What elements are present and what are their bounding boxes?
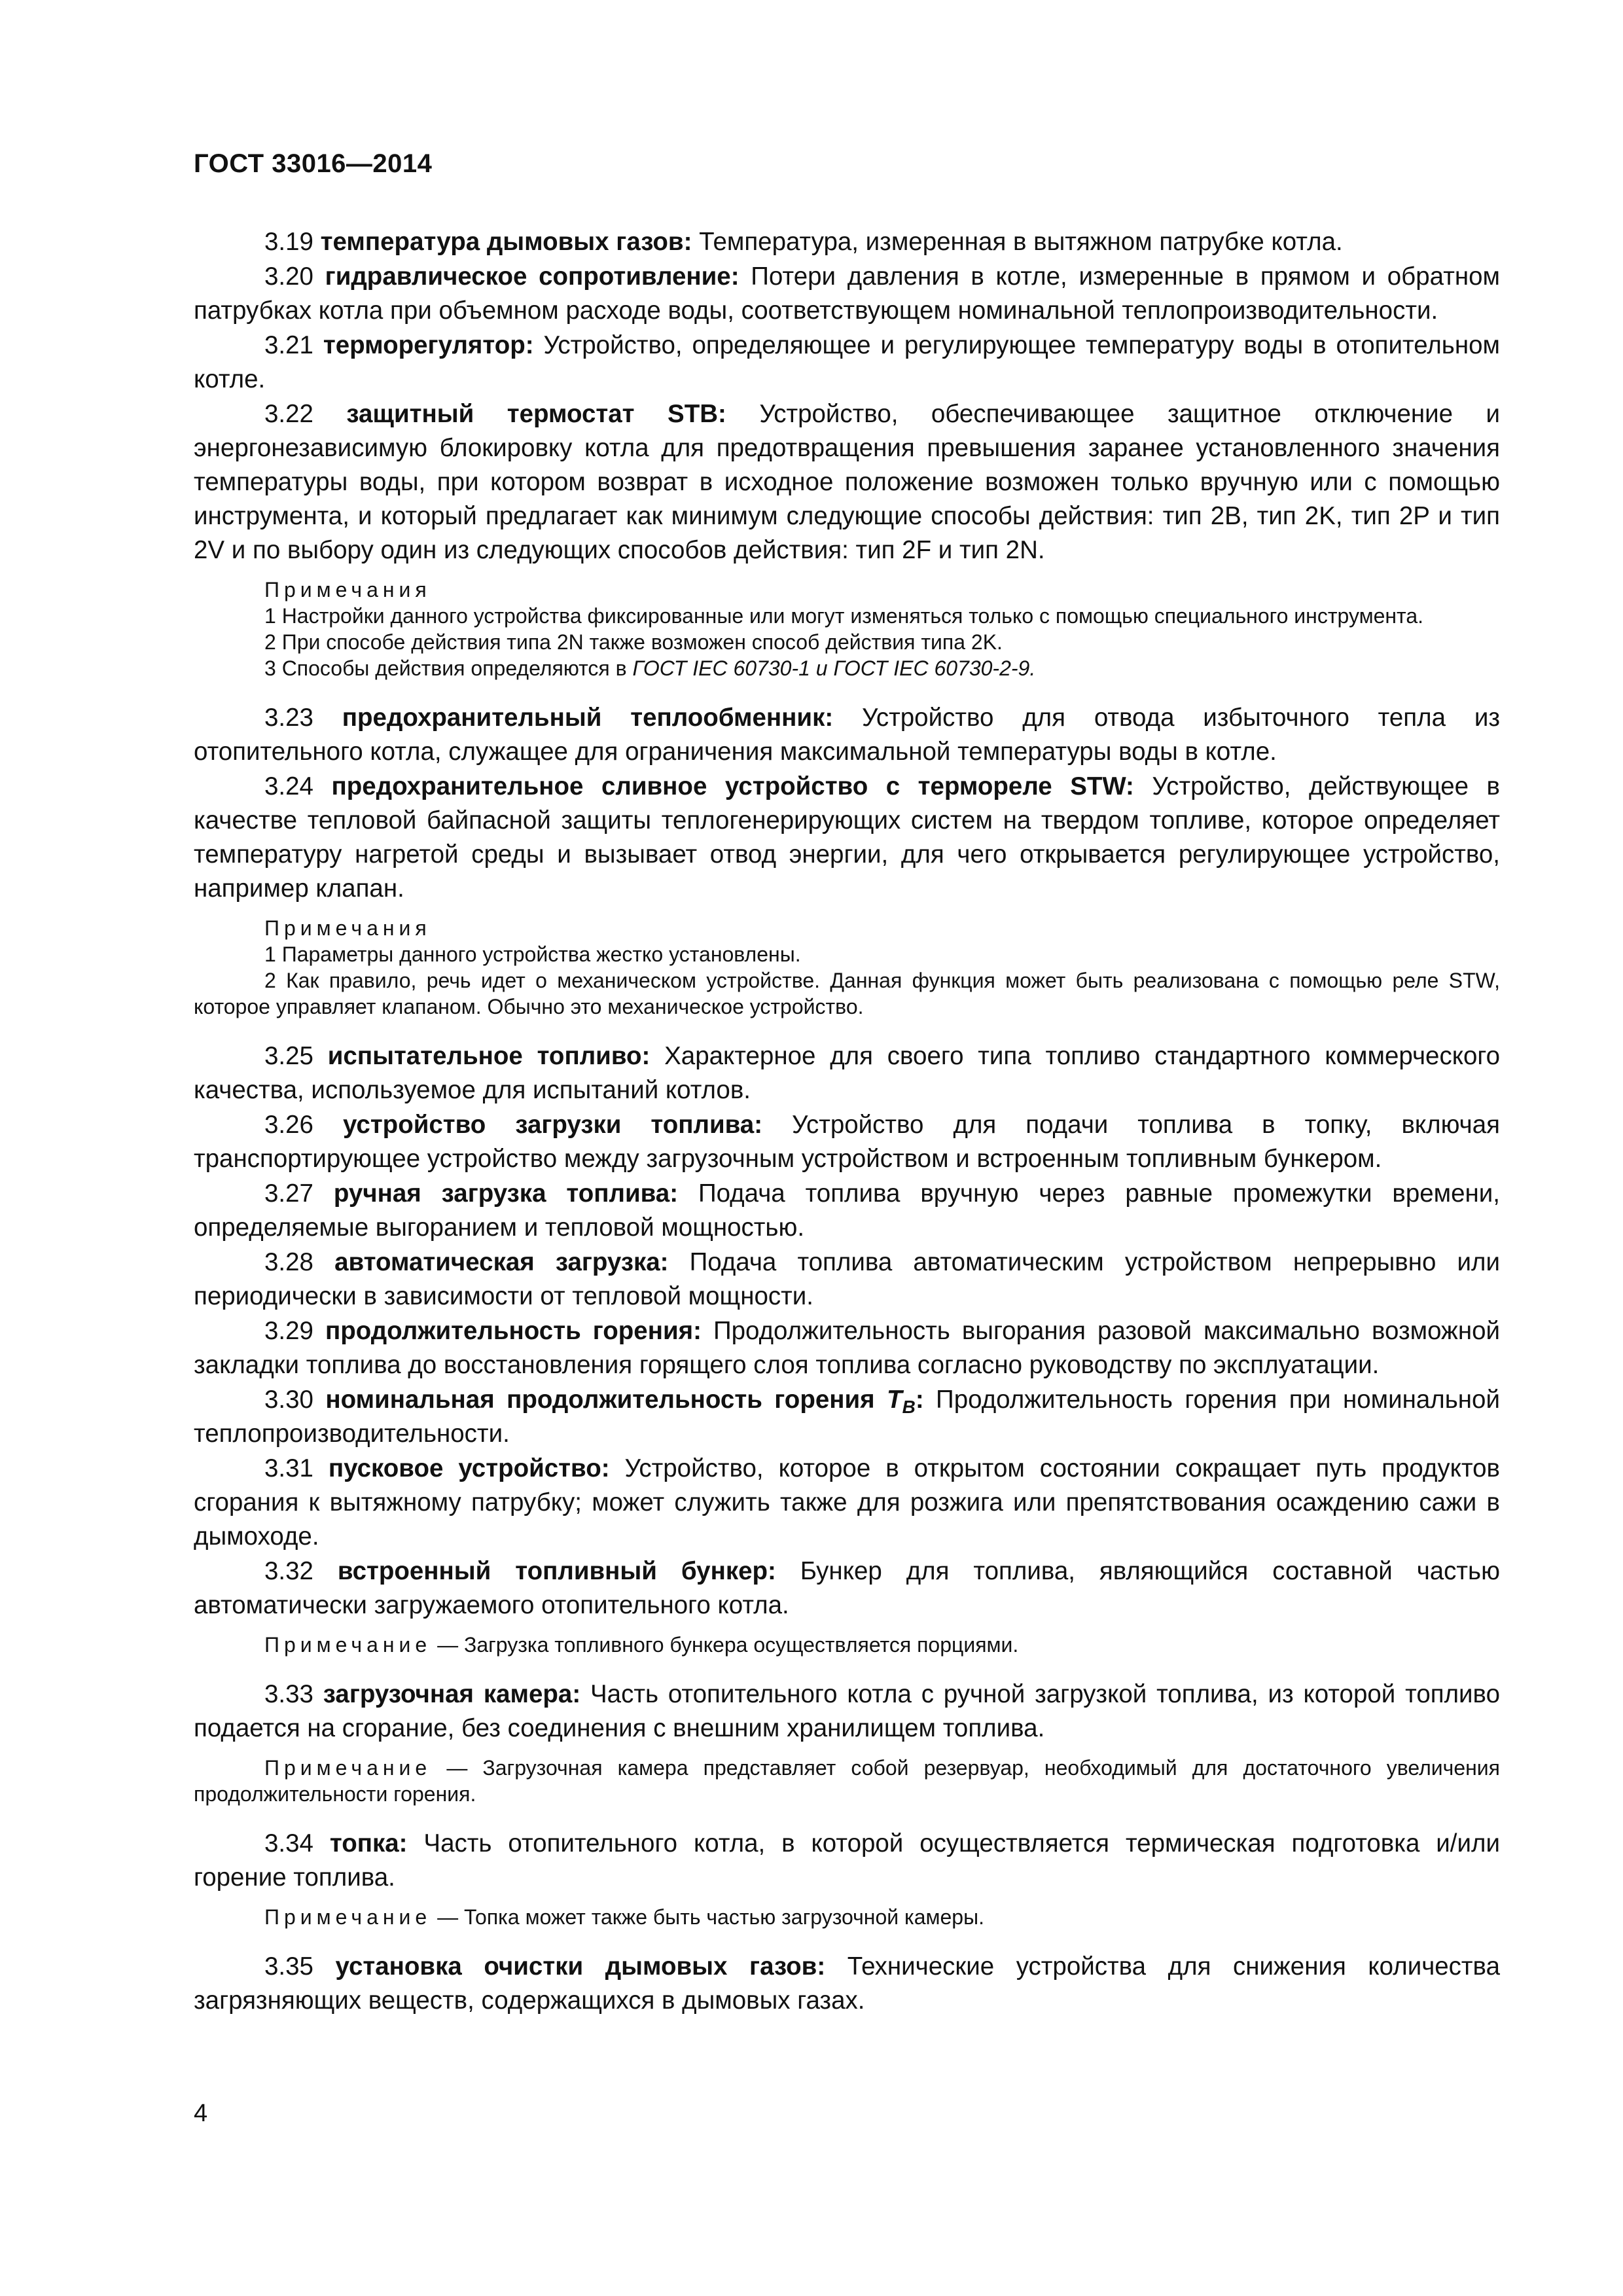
clause-number: 3.25: [264, 1042, 313, 1070]
clause-term: встроенный топливный бункер:: [337, 1557, 776, 1585]
clause-3-21: [194, 329, 1500, 397]
clause-text: Устройство для отвода избыточного тепла из отопительного котла, служащее для ограничения максимальной температуры воды в котле.: [194, 704, 1500, 766]
clause-term: терморегулятор:: [323, 331, 534, 359]
note-3-32: [194, 1632, 1500, 1658]
note-text: 3 Способы действия определяются в: [264, 656, 633, 680]
clause-term: предохранительный теплообменник:: [342, 704, 834, 732]
notes-title: Примечания: [264, 578, 431, 601]
symbol-main: T: [887, 1386, 902, 1414]
clause-term: номинальная продолжительность горения: [325, 1386, 875, 1414]
clause-3-25: [194, 1039, 1500, 1107]
clause-term: топка:: [329, 1829, 408, 1857]
page-number: 4: [194, 2100, 208, 2127]
note-item: [194, 655, 1500, 681]
clause-3-26: [194, 1108, 1500, 1176]
notes-title: Примечания: [264, 916, 431, 940]
clause-number: 3.28: [264, 1248, 313, 1276]
clause-number: 3.32: [264, 1557, 313, 1585]
clause-number: 3.19: [264, 228, 313, 256]
clause-text: Устройство, действующее в качестве тепловой байпасной защиты теплогенерирующих систем на твердом топливе, которое определяет температуру нагретой среды и вызывает отвод энергии, для чего открывается регулирующее устройство, например клапан.: [194, 772, 1501, 903]
clause-number: 3.30: [264, 1386, 313, 1414]
clause-term: температура дымовых газов:: [320, 228, 692, 256]
clause-number: 3.20: [264, 262, 313, 291]
document-header: ГОСТ 33016—2014: [194, 149, 433, 178]
note-3-33: [194, 1755, 1500, 1807]
clause-3-34: [194, 1827, 1500, 1895]
document-body: [194, 225, 1500, 2018]
clause-colon: :: [915, 1386, 924, 1414]
clause-number: 3.24: [264, 772, 313, 800]
clause-term: ручная загрузка топлива:: [333, 1179, 679, 1208]
clause-3-29: [194, 1314, 1500, 1382]
note-text: — Загрузочная камера представляет собой резервуар, необходимый для достаточного увеличения продолжительности горения.: [194, 1756, 1500, 1806]
clause-3-19: [194, 225, 1500, 259]
clause-text: Технические устройства для снижения количества загрязняющих веществ, содержащихся в дымовых газах.: [194, 1952, 1500, 2015]
clause-term: загрузочная камера:: [323, 1680, 581, 1708]
clause-term: установка очистки дымовых газов:: [335, 1952, 826, 1981]
clause-text: Подача топлива автоматическим устройством непрерывно или периодически в зависимости от тепловой мощности.: [194, 1248, 1500, 1310]
clause-number: 3.33: [264, 1680, 313, 1708]
clause-3-24: [194, 770, 1500, 906]
clause-text: Устройство, обеспечивающее защитное отключение и энергонезависимую блокировку котла для предотвращения превышения заранее установленного значения температуры воды, при котором возврат в исходное положение возможен только вручную или с помощью инструмента, и который предлагает как минимум следующие способы действия: тип 2B, тип 2K, тип 2P и тип 2V и по выбору один из следующих способов действия: тип 2F и тип 2N.: [194, 400, 1501, 564]
notes-3-24: [194, 915, 1500, 1020]
clause-term: автоматическая загрузка:: [334, 1248, 669, 1276]
clause-text: Устройство для подачи топлива в топку, включая транспортирующее устройство между загрузочным устройством и встроенным топливным бункером.: [194, 1111, 1500, 1173]
clause-number: 3.35: [264, 1952, 313, 1981]
clause-term: испытательное топливо:: [327, 1042, 651, 1070]
clause-text: Устройство, определяющее и регулирующее температуру воды в отопительном котле.: [194, 331, 1500, 393]
clause-text: Температура, измеренная в вытяжном патрубке котла.: [692, 228, 1343, 256]
note-item: 2 Как правило, речь идет о механическом устройстве. Данная функция может быть реализована с помощью реле STW, которое управляет клапаном. Обычно это механическое устройство.: [194, 969, 1500, 1018]
clause-text: Характерное для своего типа топливо стандартного коммерческого качества, используемое для испытаний котлов.: [194, 1042, 1500, 1104]
clause-3-32: [194, 1554, 1500, 1623]
clause-number: 3.34: [264, 1829, 313, 1857]
clause-term: продолжительность горения:: [325, 1317, 702, 1345]
clause-text: Подача топлива вручную через равные промежутки времени, определяемые выгоранием и тепловой мощностью.: [194, 1179, 1500, 1242]
clause-3-31: [194, 1452, 1500, 1554]
clause-number: 3.22: [264, 400, 313, 428]
clause-3-22: [194, 397, 1500, 567]
note-label: Примечание: [264, 1756, 432, 1780]
note-item: 2 При способе действия типа 2N также возможен способ действия типа 2K.: [264, 630, 1003, 654]
clause-3-30: [194, 1383, 1500, 1451]
clause-text: Бункер для топлива, являющийся составной частью автоматически загружаемого отопительного котла.: [194, 1557, 1500, 1619]
note-text: — Загрузка топливного бункера осуществляется порциями.: [431, 1633, 1019, 1657]
clause-number: 3.29: [264, 1317, 313, 1345]
clause-text: Устройство, которое в открытом состоянии сокращает путь продуктов сгорания к вытяжному патрубку; может служить также для розжига или препятствования осаждению сажи в дымоходе.: [194, 1454, 1501, 1551]
clause-term: пусковое устройство:: [328, 1454, 610, 1482]
clause-number: 3.31: [264, 1454, 313, 1482]
clause-number: 3.26: [264, 1111, 313, 1139]
notes-3-22: [194, 577, 1500, 681]
clause-text: Часть отопительного котла с ручной загрузкой топлива, из которой топливо подается на сгорание, без соединения с внешним хранилищем топлива.: [194, 1680, 1500, 1742]
clause-text: Продолжительность горения при номинальной теплопроизводительности.: [194, 1386, 1500, 1448]
clause-3-27: [194, 1177, 1500, 1245]
note-label: Примечание: [264, 1905, 432, 1929]
note-3-34: [194, 1904, 1500, 1930]
clause-number: 3.23: [264, 704, 313, 732]
clause-term: предохранительное сливное устройство с термореле STW:: [331, 772, 1134, 800]
note-label: Примечание: [264, 1633, 432, 1657]
clause-3-35: [194, 1950, 1500, 2018]
clause-number: 3.21: [264, 331, 313, 359]
clause-text: Продолжительность выгорания разовой максимально возможной закладки топлива до восстановления горящего слоя топлива согласно руководству по эксплуатации.: [194, 1317, 1500, 1379]
note-text: — Топка может также быть частью загрузочной камеры.: [431, 1905, 984, 1929]
symbol-tb: [887, 1386, 916, 1417]
clause-number: 3.27: [264, 1179, 313, 1208]
clause-term: гидравлическое сопротивление:: [325, 262, 740, 291]
clause-term: устройство загрузки топлива:: [342, 1111, 763, 1139]
note-item: 1 Настройки данного устройства фиксированные или могут изменяться только с помощью специального инструмента.: [264, 604, 1424, 628]
note-item: 1 Параметры данного устройства жестко установлены.: [264, 942, 801, 966]
standard-reference: ГОСТ IEC 60730-1 и ГОСТ IEC 60730-2-9.: [632, 656, 1036, 680]
clause-term: защитный термостат STB:: [346, 400, 726, 428]
clause-3-23: [194, 701, 1500, 769]
clause-text: Потери давления в котле, измеренные в прямом и обратном патрубках котла при объемном расходе воды, соответствующем номинальной теплопроизводительности.: [194, 262, 1500, 325]
clause-3-33: [194, 1677, 1500, 1746]
clause-3-28: [194, 1246, 1500, 1314]
symbol-subscript: B: [902, 1397, 916, 1417]
clause-text: Часть отопительного котла, в которой осуществляется термическая подготовка и/или горение топлива.: [194, 1829, 1500, 1892]
clause-3-20: [194, 260, 1500, 328]
